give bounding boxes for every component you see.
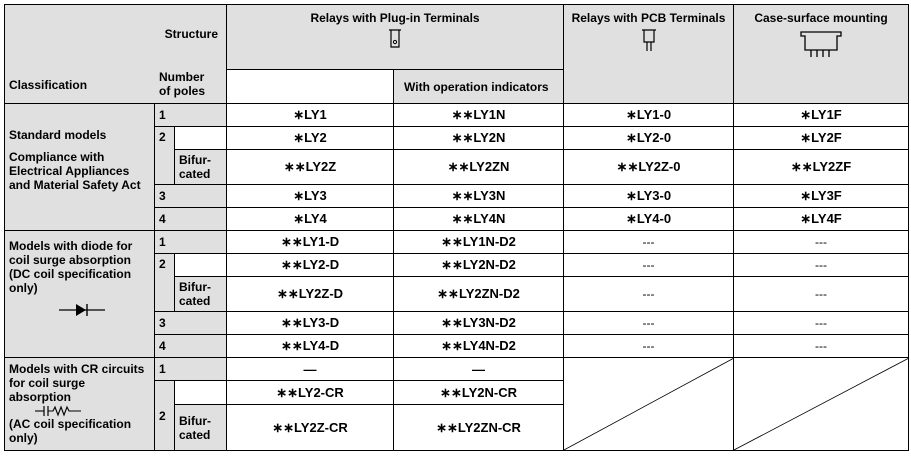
diode-models-classification: Models with diode for coil surge absorption (DC coil specification only) bbox=[5, 231, 155, 358]
classification-label: Classification bbox=[9, 78, 88, 92]
poles-2-cell: 2 bbox=[155, 127, 175, 185]
cr-circuit-symbol-icon bbox=[35, 405, 81, 417]
case-surface-mounting-header: Case-surface mounting bbox=[734, 5, 909, 104]
model-cell: ∗LY3 bbox=[227, 185, 394, 208]
diode-symbol-icon bbox=[59, 303, 105, 317]
poles-3-cell: 3 bbox=[155, 185, 227, 208]
model-cell: — bbox=[227, 358, 394, 381]
model-cell: ∗LY2 bbox=[227, 127, 394, 150]
model-cell: ∗∗LY3N-D2 bbox=[394, 312, 564, 335]
not-available-cell: --- bbox=[734, 277, 909, 312]
not-available-cell: --- bbox=[564, 254, 734, 277]
model-cell: ∗LY2F bbox=[734, 127, 909, 150]
poles-4-cell: 4 bbox=[155, 208, 227, 231]
model-cell: ∗∗LY2Z-D bbox=[227, 277, 394, 312]
model-cell: ∗∗LY2Z-CR bbox=[227, 405, 394, 451]
header-structure-classification-cell bbox=[5, 5, 227, 104]
not-available-cell: --- bbox=[564, 312, 734, 335]
not-available-cell: --- bbox=[734, 231, 909, 254]
model-cell: ∗∗LY2-CR bbox=[227, 381, 394, 405]
bifurcated-label: Bifur- cated bbox=[175, 277, 227, 312]
model-cell: ∗LY3-0 bbox=[564, 185, 734, 208]
model-cell: ∗LY1F bbox=[734, 104, 909, 127]
model-cell: ∗∗LY3N bbox=[394, 185, 564, 208]
model-cell: ∗∗LY4-D bbox=[227, 335, 394, 358]
pcb-terminals-header: Relays with PCB Terminals bbox=[564, 5, 734, 104]
model-cell: ∗∗LY4N bbox=[394, 208, 564, 231]
poles-2-cell: 2 bbox=[155, 254, 175, 312]
model-cell: ∗LY4 bbox=[227, 208, 394, 231]
model-cell: ∗∗LY2N-CR bbox=[394, 381, 564, 405]
not-available-cell: --- bbox=[564, 277, 734, 312]
not-available-cell: --- bbox=[734, 254, 909, 277]
case-surface-mounting-relay-icon bbox=[799, 28, 843, 62]
pcb-terminal-relay-icon bbox=[641, 28, 657, 54]
case-not-applicable-cell bbox=[734, 358, 909, 451]
poles-1-cell: 1 bbox=[155, 358, 227, 381]
poles-2-standard-subcell bbox=[175, 127, 227, 150]
number-of-poles-label: Number of poles bbox=[159, 70, 206, 98]
not-available-cell: --- bbox=[734, 335, 909, 358]
bifurcated-label: Bifur- cated bbox=[175, 150, 227, 185]
pcb-not-applicable-cell bbox=[564, 358, 734, 451]
bifurcated-label: Bifur- cated bbox=[175, 405, 227, 451]
model-cell: ∗∗LY2ZN-CR bbox=[394, 405, 564, 451]
plugin-standard-subheader bbox=[227, 70, 394, 104]
model-cell: ∗LY1-0 bbox=[564, 104, 734, 127]
model-cell: ∗∗LY3-D bbox=[227, 312, 394, 335]
standard-models-classification: Standard models Compliance with Electrical Appliances and Material Safety Act bbox=[5, 104, 155, 231]
poles-2-standard-subcell bbox=[175, 254, 227, 277]
model-cell: ∗∗LY1-D bbox=[227, 231, 394, 254]
model-cell: ∗LY3F bbox=[734, 185, 909, 208]
model-cell: ∗∗LY2N bbox=[394, 127, 564, 150]
operation-indicators-subheader: With operation indicators bbox=[394, 70, 564, 104]
not-available-cell: --- bbox=[564, 335, 734, 358]
model-cell: ∗∗LY2N-D2 bbox=[394, 254, 564, 277]
poles-2-cell: 2 bbox=[155, 381, 175, 451]
model-cell: ∗LY4F bbox=[734, 208, 909, 231]
poles-1-cell: 1 bbox=[155, 104, 227, 127]
diagonal-strike-line bbox=[734, 358, 909, 450]
model-cell: ∗LY1 bbox=[227, 104, 394, 127]
model-cell: ∗∗LY1N bbox=[394, 104, 564, 127]
structure-label: Structure bbox=[164, 27, 219, 41]
plug-in-terminal-relay-icon bbox=[388, 28, 402, 52]
diagonal-strike-line bbox=[564, 358, 734, 450]
plugin-terminals-header: Relays with Plug-in Terminals bbox=[227, 5, 564, 70]
model-cell: ∗∗LY2-D bbox=[227, 254, 394, 277]
model-cell: ∗∗LY4N-D2 bbox=[394, 335, 564, 358]
model-cell: ∗∗LY1N-D2 bbox=[394, 231, 564, 254]
model-cell: ∗∗LY2Z-0 bbox=[564, 150, 734, 185]
poles-3-cell: 3 bbox=[155, 312, 227, 335]
model-cell: ∗∗LY2Z bbox=[227, 150, 394, 185]
model-cell: — bbox=[394, 358, 564, 381]
model-cell: ∗LY4-0 bbox=[564, 208, 734, 231]
poles-2-standard-subcell bbox=[175, 381, 227, 405]
not-available-cell: --- bbox=[564, 231, 734, 254]
poles-1-cell: 1 bbox=[155, 231, 227, 254]
cr-models-classification: Models with CR circuits for coil surge absorption (AC coil specification only) bbox=[5, 358, 155, 451]
model-cell: ∗∗LY2ZN-D2 bbox=[394, 277, 564, 312]
model-cell: ∗LY2-0 bbox=[564, 127, 734, 150]
not-available-cell: --- bbox=[734, 312, 909, 335]
model-cell: ∗∗LY2ZN bbox=[394, 150, 564, 185]
relay-model-table bbox=[4, 4, 909, 451]
model-cell: ∗∗LY2ZF bbox=[734, 150, 909, 185]
poles-4-cell: 4 bbox=[155, 335, 227, 358]
